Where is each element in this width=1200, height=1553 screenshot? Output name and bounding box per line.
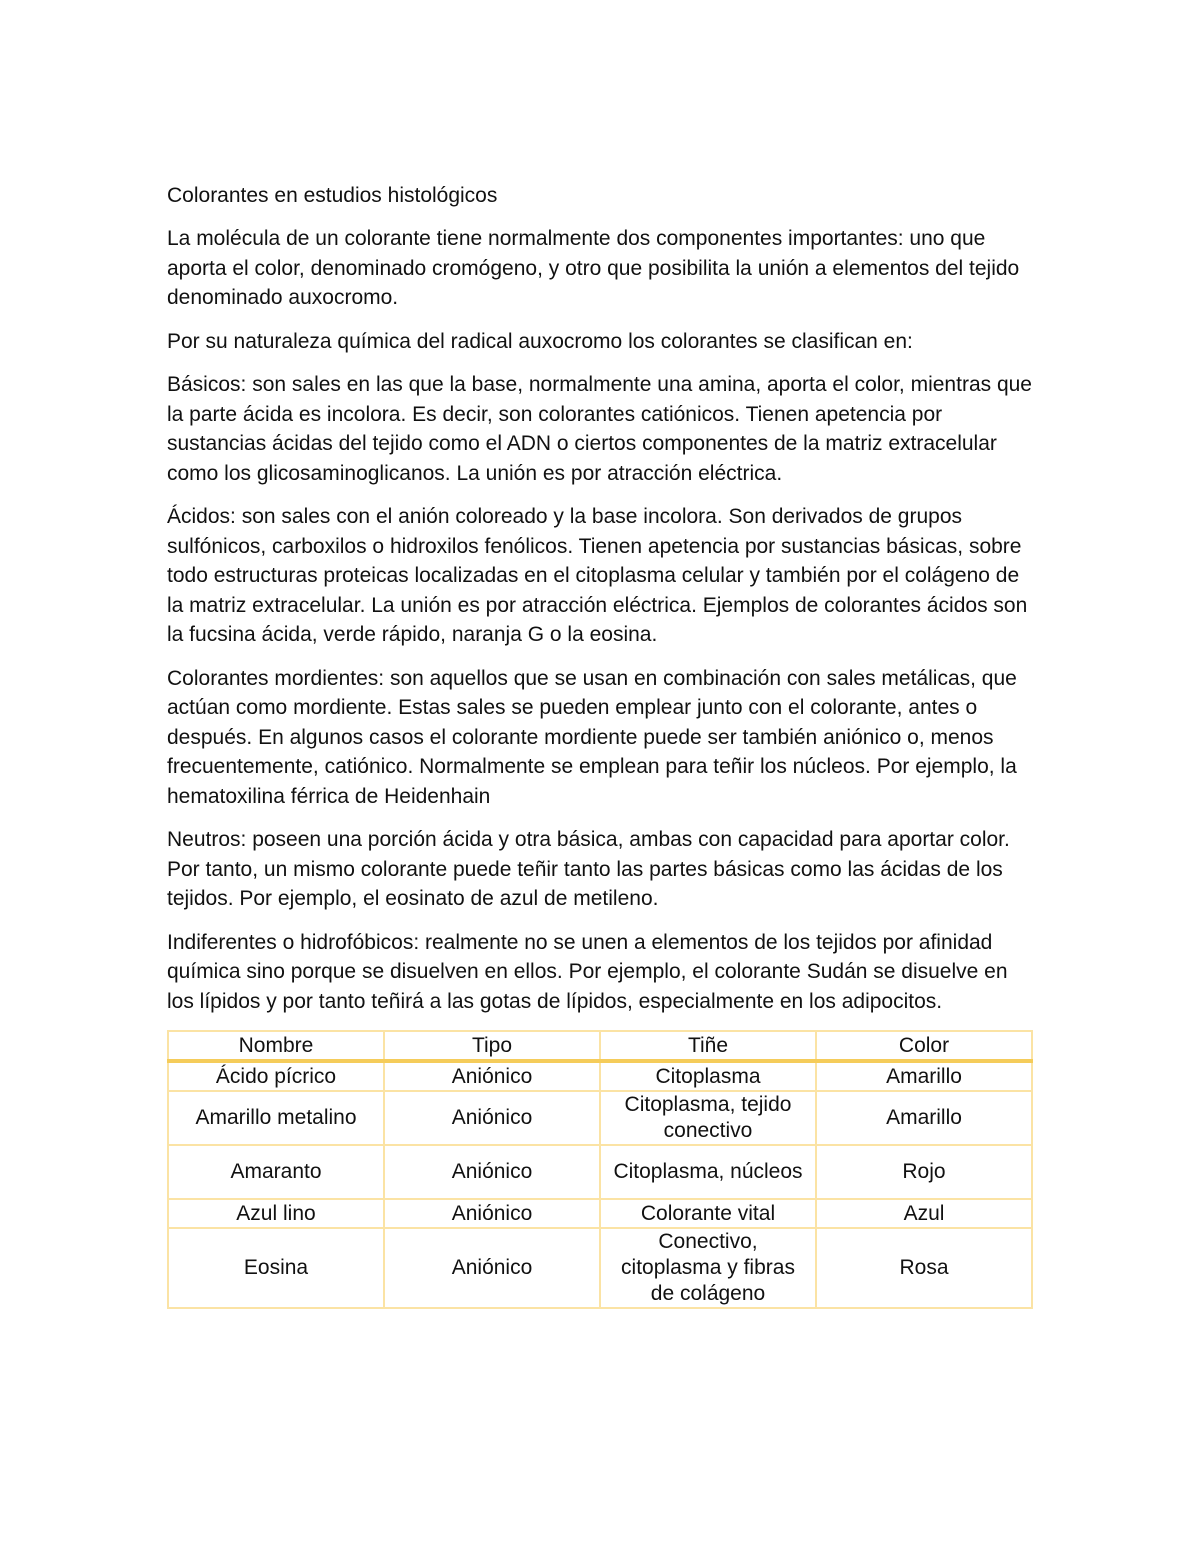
cell-color: Rosa (816, 1228, 1032, 1308)
cell-nombre: Amarillo metalino (168, 1091, 384, 1145)
cell-nombre: Amaranto (168, 1145, 384, 1199)
table-row (168, 1091, 1032, 1145)
header-tipo: Tipo (384, 1031, 600, 1061)
paragraph-classification: Por su naturaleza química del radical auxocromo los colorantes se clasifican en: (167, 329, 913, 353)
table-header-row (168, 1031, 1032, 1061)
cell-tine: Citoplasma, núcleos (600, 1145, 816, 1199)
cell-tine: Citoplasma, tejido conectivo (600, 1091, 816, 1145)
cell-color: Rojo (816, 1145, 1032, 1199)
cell-tipo: Aniónico (384, 1061, 600, 1091)
cell-tine: Citoplasma (600, 1061, 816, 1091)
paragraph-intro: La molécula de un colorante tiene normalmente dos componentes importantes: uno que aporta el color, denominado cromógeno, y otro que posibilita la unión a elementos del tejido denominado auxocromo. (167, 227, 1020, 309)
cell-tipo: Aniónico (384, 1199, 600, 1228)
cell-nombre: Azul lino (168, 1199, 384, 1228)
cell-color: Amarillo (816, 1061, 1032, 1091)
paragraph-neutros: Neutros: poseen una porción ácida y otra básica, ambas con capacidad para aportar color. Por tanto, un mismo colorante puede teñir tanto las partes básicas como las ácidas de los tejidos. Por ejemplo, el eosinato de azul de metileno. (167, 828, 1010, 910)
cell-tipo: Aniónico (384, 1228, 600, 1308)
cell-tipo: Aniónico (384, 1145, 600, 1199)
cell-tine: Conectivo, citoplasma y fibras de colágeno (600, 1228, 816, 1308)
cell-tipo: Aniónico (384, 1091, 600, 1145)
cell-color: Amarillo (816, 1091, 1032, 1145)
stains-table (167, 1030, 1033, 1309)
table-row (168, 1228, 1032, 1308)
paragraph-acidos: Ácidos: son sales con el anión coloreado y la base incolora. Son derivados de grupos sulfónicos, carboxilos o hidroxilos fenólicos. Tienen apetencia por sustancias básicas, sobre todo estructuras proteicas localizadas en el citoplasma celular y también por el colágeno de la matriz extracelular. La unión es por atracción eléctrica. Ejemplos de colorantes ácidos son la fucsina ácida, verde rápido, naranja G o la eosina. (167, 505, 1028, 646)
cell-nombre: Eosina (168, 1228, 384, 1308)
paragraph-basicos: Básicos: son sales en las que la base, normalmente una amina, aporta el color, mientras que la parte ácida es incolora. Es decir, son colorantes catiónicos. Tienen apetencia por sustancias ácidas del tejido como el ADN o ciertos componentes de la matriz extracelular como los glicosaminoglicanos. La unión es por atracción eléctrica. (167, 373, 1032, 485)
document-title: Colorantes en estudios histológicos (167, 184, 498, 207)
header-nombre: Nombre (168, 1031, 384, 1061)
header-tine: Tiñe (600, 1031, 816, 1061)
paragraph-indiferentes: Indiferentes o hidrofóbicos: realmente no se unen a elementos de los tejidos por afinidad química sino porque se disuelven en ellos. Por ejemplo, el colorante Sudán se disuelve en los lípidos y por tanto teñirá a las gotas de lípidos, especialmente en los adipocitos. (167, 930, 1008, 1013)
table-row (168, 1061, 1032, 1091)
cell-tine: Colorante vital (600, 1199, 816, 1228)
cell-nombre: Ácido pícrico (168, 1061, 384, 1091)
document-page (167, 181, 1035, 1309)
table-row (168, 1199, 1032, 1228)
cell-color: Azul (816, 1199, 1032, 1228)
table-row (168, 1145, 1032, 1199)
header-color: Color (816, 1031, 1032, 1061)
paragraph-mordientes: Colorantes mordientes: son aquellos que se usan en combinación con sales metálicas, que actúan como mordiente. Estas sales se pueden emplear junto con el colorante, antes o después. En algunos casos el colorante mordiente puede ser también aniónico o, menos frecuentemente, catiónico. Normalmente se emplean para teñir los núcleos. Por ejemplo, la hematoxilina férrica de Heidenhain (167, 666, 1017, 808)
